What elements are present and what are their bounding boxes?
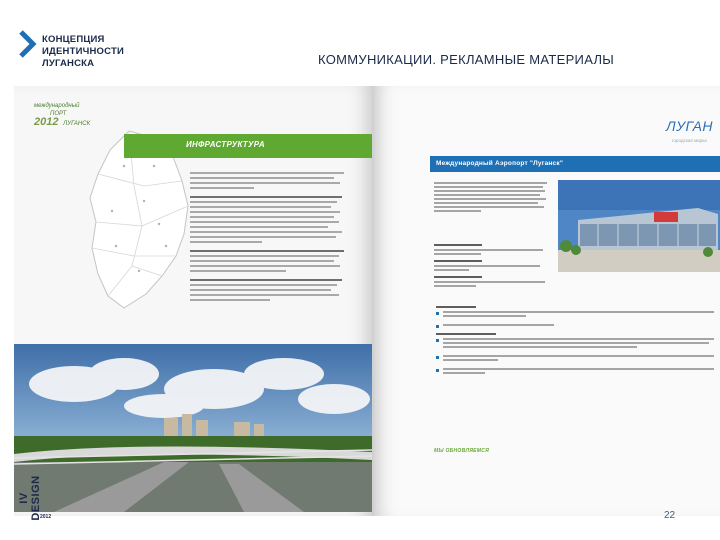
airport-description-block <box>434 182 552 214</box>
list-item <box>436 324 720 328</box>
infrastructure-title: ИНФРАСТРУКТУРА <box>186 140 265 149</box>
vertical-brand-text: IV DESIGN <box>18 475 42 521</box>
city-panorama-photo <box>14 344 372 512</box>
page-number: 22 <box>664 510 676 521</box>
airport-facts-list <box>436 306 720 381</box>
logo-line-2: ИДЕНТИЧНОСТИ <box>42 46 125 57</box>
logo-text <box>42 34 124 70</box>
brochure-left-page <box>14 86 374 516</box>
footer-year: 2012 <box>40 514 52 520</box>
list-item <box>436 311 720 319</box>
airport-terminal-photo <box>558 180 720 272</box>
project-logo <box>18 28 148 78</box>
brochure-right-page <box>374 86 720 516</box>
chevron-logo-icon <box>18 30 38 58</box>
vertical-brand-mark <box>18 466 42 524</box>
brochure-spread <box>14 86 720 516</box>
airport-brand-tag <box>34 102 90 128</box>
airport-flights-block <box>434 244 552 289</box>
list-item <box>436 355 720 363</box>
brand-year: 2012 <box>34 116 59 128</box>
logo-line-1: КОНЦЕПЦИЯ <box>42 34 105 45</box>
brand-line-2: ПОРТ <box>50 111 67 117</box>
list-item <box>436 368 720 376</box>
city-brand-subtitle: городская марка <box>672 138 707 143</box>
infrastructure-text-block <box>190 172 350 304</box>
slide-title: КОММУНИКАЦИИ. РЕКЛАМНЫЕ МАТЕРИАЛЫ <box>318 52 615 67</box>
list-item <box>436 338 720 350</box>
airport-title: Международный Аэропорт "Луганск" <box>436 160 564 167</box>
brand-line-1: международный <box>34 103 80 109</box>
logo-line-3: ЛУГАНСКА <box>42 58 95 69</box>
renewal-tagline: МЫ ОБНОВЛЯЕМСЯ <box>434 448 490 454</box>
city-brand-logo: ЛУГАН <box>666 118 714 134</box>
brand-city: ЛУГАНСК <box>63 121 91 127</box>
